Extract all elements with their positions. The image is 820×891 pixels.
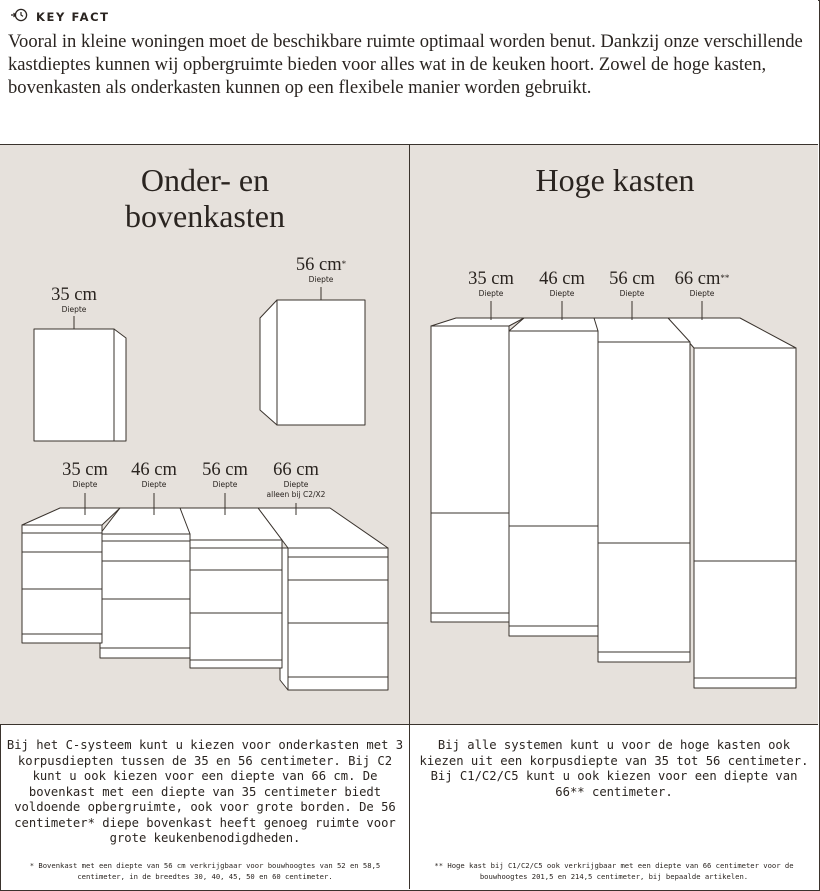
dimension-value: 35 cm xyxy=(468,269,514,289)
left-description: Bij het C-systeem kunt u kiezen voor onderkasten met 3 korpusdiepten tussen de 35 en 56 centimeter. Bij C2 kunt u ook kiezen voor een diepte van 66 cm. De bovenkast met een diepte van 35 centimeter biedt voldoende opbergruimte, ook voor grote borden. De 56 centimeter* diepe bovenkast heeft genoeg ruimte voor grote keukenbenodigdheden. xyxy=(6,738,404,845)
dimension-note: alleen bij C2/X2 xyxy=(266,490,326,499)
title-line-1: Onder- en xyxy=(140,162,270,198)
base-dimension-66 xyxy=(256,460,336,500)
double-asterisk-mark: ** xyxy=(720,273,730,283)
right-footnote: ** Hoge kast bij C1/C2/C5 ook verkrijgbaar met een diepte van 66 centimeter voor de bouwhoogtes 201,5 en 214,5 centimeter, bij bepaalde artikelen. xyxy=(434,861,794,881)
tall-dimension-35 xyxy=(451,269,531,299)
dimension-label: Diepte xyxy=(61,305,87,314)
key-fact-text: Vooral in kleine woningen moet de beschikbare ruimte optimaal worden benut. Dankzij onze verschillende kastdieptes kunnen wij opbergruimte bieden voor alles wat in de keuken hoort. Zowel de hoge kasten, bovenkasten als onderkasten kunnen op een flexibele manier worden gebruikt. xyxy=(8,31,803,98)
asterisk-mark: * xyxy=(341,259,347,269)
tall-cabinet-56 xyxy=(594,318,690,662)
tall-dimension-46 xyxy=(522,269,602,299)
right-description: Bij alle systemen kunt u voor de hoge kasten ook kiezen uit een korpusdiepte van 35 tot 56 centimeter. Bij C1/C2/C5 kunt u ook kiezen voor een diepte van 66** centimeter. xyxy=(419,738,809,799)
left-footnote: * Bovenkast met een diepte van 56 cm verkrijgbaar voor bouwhoogtes van 52 en 58,5 centimeter, in de breedtes 30, 40, 45, 50 en 60 centimeter. xyxy=(29,861,381,881)
tall-dimension-66 xyxy=(662,269,742,299)
dimension-value: 46 cm xyxy=(539,269,585,289)
wall-small-dimension xyxy=(34,285,114,315)
dimension-value: 66 cm xyxy=(273,460,319,480)
dimension-label: Diepte xyxy=(689,289,715,298)
base-dimension-46 xyxy=(114,460,194,490)
dimension-value: 35 cm xyxy=(51,285,97,305)
panel-title-right: Hoge kasten xyxy=(535,162,695,198)
dimension-label: Diepte xyxy=(141,480,167,489)
dimension-value: 56 cm xyxy=(609,269,655,289)
dimension-value: 56 cm xyxy=(202,460,248,480)
dimension-label: Diepte xyxy=(308,275,334,284)
tall-cabinet-46 xyxy=(509,318,598,636)
dimension-value: 66 cm xyxy=(674,269,721,289)
base-dimension-35 xyxy=(45,460,125,490)
dimension-label: Diepte xyxy=(549,289,575,298)
dimension-label: Diepte xyxy=(212,480,238,489)
dimension-value: 46 cm xyxy=(131,460,177,480)
dimension-value: 35 cm xyxy=(62,460,108,480)
dimension-label: Diepte xyxy=(72,480,98,489)
dimension-label: Diepte xyxy=(619,289,645,298)
title-line-2: bovenkasten xyxy=(125,198,285,234)
key-fact-label: KEY FACT xyxy=(36,9,110,24)
base-cabinet-46 xyxy=(100,508,190,658)
wall-cabinet-56 xyxy=(260,300,365,425)
base-dimension-56 xyxy=(185,460,265,490)
wall-large-dimension xyxy=(281,255,361,285)
tall-dimension-56 xyxy=(592,269,672,299)
dimension-label: Diepte xyxy=(478,289,504,298)
dimension-label: Diepte xyxy=(283,480,309,489)
base-cabinet-56 xyxy=(180,508,282,668)
dimension-value: 56 cm xyxy=(295,255,342,275)
panel-title-left xyxy=(80,162,330,234)
wall-cabinet-35 xyxy=(34,329,126,441)
